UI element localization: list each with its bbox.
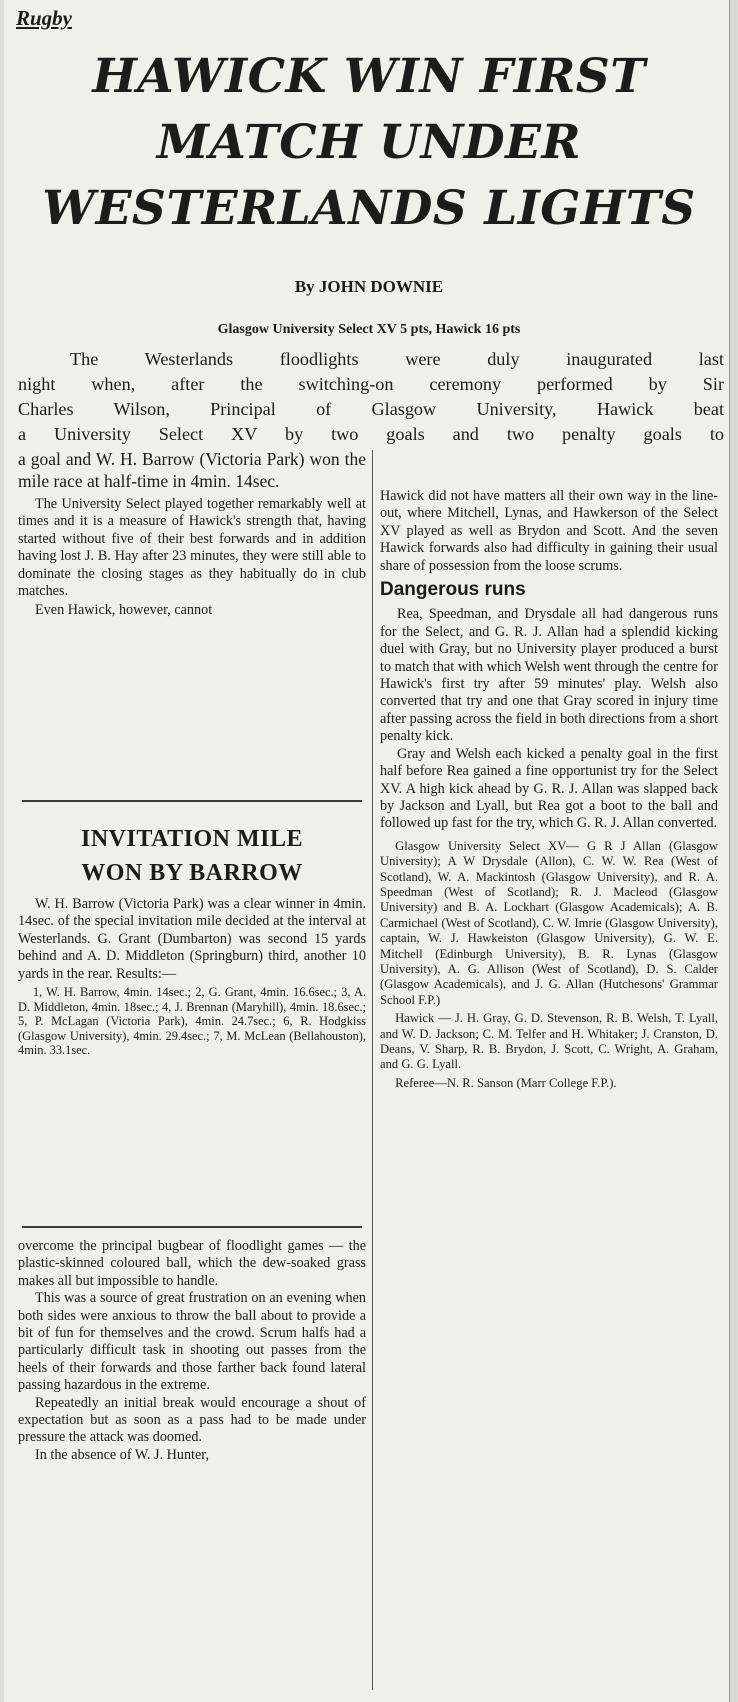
paragraph: Repeatedly an initial break would encourage a shout of expectation but as soon as a pass had to be made under pressure the attack was doomed. [18,1394,366,1446]
paragraph: a goal and W. H. Barrow (Victoria Park) won the mile race at half-time in 4min. 14sec. [18,449,366,491]
column-rule [372,450,373,1690]
page-left-edge [0,0,4,1702]
headline [0,44,738,242]
lede-line-2: night when, after the switching-on ceremony performed by Sir [18,374,724,394]
paragraph: The University Select played together remarkably well at times and it is a measure of Hawick's strength that, having started without five of their best forwards and in addition having lost J. B. Hay after 23 minutes, they were still able to dominate the closing stages as they habitually do in club matches. [18,496,366,600]
byline: By JOHN DOWNIE [294,277,444,296]
page-right-edge [729,0,738,1702]
headline-line-3: WESTERLANDS LIGHTS [42,181,696,236]
lede-line-3: Charles Wilson, Principal of Glasgow University, Hawick beat [18,399,724,419]
paragraph: Hawick did not have matters all their own way in the line-out, where Mitchell, Lynas, and Hawkerson of the Select XV played as well as Brydon and Scott. And the seven Hawick forwards also had difficulty in gaining their usual share of possession from the loose scrums. [380,488,718,574]
paragraph: Rea, Speedman, and Drysdale all had dangerous runs for the Select, and G. R. J. Allan had a splendid kicking duel with Gray, but no University player produced a burst to match that with which Welsh went through the centre for Hawick's first try after 59 minutes' play. Welsh also converted that try and one that Gray scored in injury time after passing across the field in both directions from a short penalty kick. [380,606,718,745]
paragraph: In the absence of W. J. Hunter, [35,1446,209,1463]
box-results: 1, W. H. Barrow, 4min. 14sec.; 2, G. Grant, 4min. 16.6sec.; 3, A. D. Middleton, 4min. 18sec.; 4, J. Brennan (Maryhill), 4min. 18.6sec.; 5, P. McLagan (Victoria Park), 4min. 24.7sec.; 6, R. Hodgkiss (Glasgow University), 4min. 29.4sec.; 7, M. McLean (Bellahouston), 4min. 33.1sec. [18,985,366,1058]
right-column [380,488,718,1094]
subhead-dangerous-runs: Dangerous runs [380,579,526,601]
lede-line-1: The Westerlands floodlights were duly inaugurated last [70,349,724,369]
team-lists [380,839,718,1092]
team-hawick: Hawick — J. H. Gray, G. D. Stevenson, R. B. Welsh, T. Lyall, and W. D. Jackson; C. M. Telfer and H. Whitaker; J. Cranston, D. Deans, V. Sharp, R. B. Brydon, J. Scott, C. Wright, A. Graham, and G. G. Lyall. [380,1011,718,1072]
paragraph: Gray and Welsh each kicked a penalty goal in the first half before Rea gained a fine opportunist try for the Select XV. A high kick ahead by G. R. J. Allan was slapped back by Jackson and Lyall, but Rea got a boot to the ball and followed up fast for the try, which G. R. J. Allan converted. [380,745,718,832]
box-heading-line-2: WON BY BARROW [81,860,303,886]
left-column-bottom [18,1238,366,1464]
paragraph: Even Hawick, however, cannot [35,602,213,619]
team-glasgow: Glasgow University Select XV— G R J Allan (Glasgow University); A W Drysdale (Allon), C. W. W. Rea (West of Scotland), W. A. Mackintosh (Glasgow University), and R. A. Speedman (West of Scotland); R. J. Macleod (Glasgow University) and B. A. Lockhart (Glasgow Academicals); A. B. Carmichael (West of Scotland), C. W. Imrie (Glasgow University), captain, W. J. Hawkeiston (Glasgow University), G. W. E. Mitchell (Edinburgh University), B. R. Lynas (Glasgow University), A. G. Allison (West of Scotland), D. S. Calder (Glasgow Academicals), and J. G. Allan (Hutchesons' Grammar School F.P.) [380,838,718,1007]
column-divider [22,800,362,802]
paragraph: This was a source of great frustration on an evening when both sides were anxious to throw the ball about to provide a bit of fun for themselves and the crowd. Scrum halfs had a particularly difficult task in shooting out passes from the heels of their forwards and those farther back found lateral passing hazardous in the extreme. [18,1290,366,1394]
paragraph: overcome the principal bugbear of floodlight games — the plastic-skinned coloured ball, which the dew-soaked grass makes all but impossible to handle. [18,1238,366,1289]
score-line: Glasgow University Select XV 5 pts, Hawick 16 pts [217,322,521,337]
headline-line-1: HAWICK WIN FIRST [92,49,646,104]
column-divider [22,1226,362,1228]
section-kicker: Rugby [16,6,73,30]
box-heading-line-1: INVITATION MILE [81,826,303,852]
left-column-top [18,448,366,620]
lede-line-4: a University Select XV by two goals and two penalty goals to [18,424,724,444]
lede-paragraph [18,347,724,447]
referee: Referee—N. R. Sanson (Marr College F.P.). [395,1075,617,1090]
headline-line-2: MATCH UNDER [156,115,582,170]
box-paragraph: W. H. Barrow (Victoria Park) was a clear winner in 4min. 14sec. of the special invitation mile decided at the interval at Westerlands. G. Grant (Dumbarton) was second 15 yards behind and A. D. Middleton (Springburn) third, another 10 yards in the rear. Results:— [18,896,366,982]
invitation-mile-box [18,822,366,1058]
